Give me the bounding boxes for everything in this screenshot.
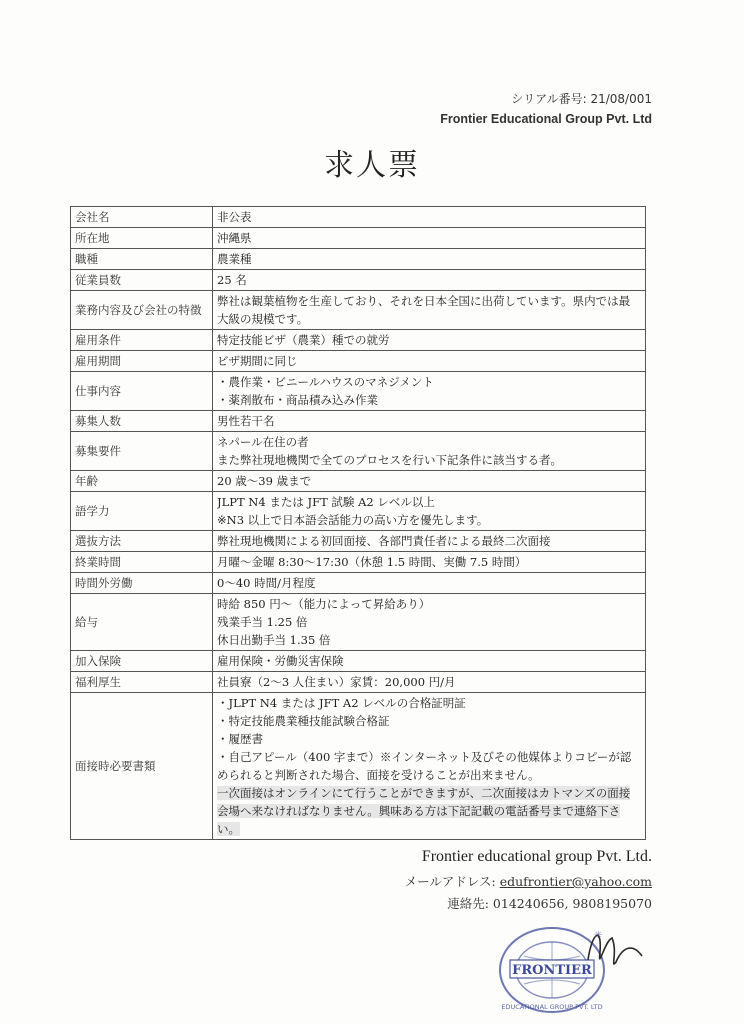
contact-phone: 連絡先: 014240656, 9808195070 [447,896,652,911]
email-link[interactable]: edufrontier@yahoo.com [499,874,652,889]
row-value-line: 雇用保険・労働災害保険 [217,654,344,668]
row-value [213,531,646,552]
company-seal-stamp [492,912,652,1020]
table-row [71,573,646,594]
row-value [213,471,646,492]
table-row [71,651,646,672]
row-value-line: 20 歳～39 歳まで [217,474,312,488]
table-row [71,492,646,531]
row-label: 従業員数 [71,270,213,291]
row-label: 加入保険 [71,651,213,672]
table-row [71,249,646,270]
row-label: 面接時必要書類 [71,693,213,840]
row-value-line: ・薬剤散布・商品積み込み作業 [217,393,378,407]
row-label: 選抜方法 [71,531,213,552]
table-row [71,672,646,693]
row-value-line: 残業手当 1.25 倍 [217,615,308,629]
table-row [71,351,646,372]
table-row [71,291,646,330]
table-row [71,594,646,651]
row-label: 募集要件 [71,432,213,471]
interview-note-text: 一次面接はオンラインにて行うことができますが、二次面接はカトマンズの面接会場へ来なければなりません。興味ある方は下記記載の電話番号まで連絡下さい。 [217,786,631,836]
table-row [71,270,646,291]
row-value-line: 弊社現地機関による初回面接、各部門責任者による最終二次面接 [217,534,551,548]
table-row [71,552,646,573]
row-value [213,594,646,651]
row-label: 給与 [71,594,213,651]
row-value-line: 男性若干名 [217,414,275,428]
interview-note [217,784,641,838]
row-value-line: 月曜～金曜 8:30～17:30（休憩 1.5 時間、実働 7.5 時間） [217,555,527,569]
row-value [213,351,646,372]
row-label: 募集人数 [71,411,213,432]
required-document-item: ・履歴書 [217,732,263,746]
row-value-line: 休日出勤手当 1.35 倍 [217,633,331,647]
row-value [213,693,646,840]
page-title: 求人票 [324,148,420,183]
row-label: 雇用条件 [71,330,213,351]
seal-ring-text: EDUCATIONAL GROUP PVT. LTD [501,1003,603,1011]
row-label: 会社名 [71,207,213,228]
table-row [71,207,646,228]
table-row-documents [71,693,646,840]
row-label: 仕事内容 [71,372,213,411]
row-value-line: また弊社現地機関で全てのプロセスを行い下記条件に該当する者。 [217,453,562,467]
seal-star-icon: ✳ [594,930,603,941]
row-value-line: ※N3 以上で日本語会話能力の高い方を優先します。 [217,513,489,527]
serial-number: シリアル番号: 21/08/001 [511,92,652,106]
row-value-line: 農業種 [217,252,252,266]
row-label: 年齢 [71,471,213,492]
row-value [213,492,646,531]
required-document-item: ・JLPT N4 または JFT A2 レベルの合格証明証 [217,696,466,710]
row-value [213,249,646,270]
row-label: 雇用期間 [71,351,213,372]
row-value [213,372,646,411]
table-row [71,372,646,411]
table-row [71,411,646,432]
row-value [213,270,646,291]
row-label: 業務内容及び会社の特徴 [71,291,213,330]
row-value [213,573,646,594]
table-row [71,471,646,492]
row-value-line: 沖縄県 [217,231,252,245]
row-value-line: 25 名 [217,273,247,287]
row-value [213,228,646,249]
table-row [71,432,646,471]
row-label: 時間外労働 [71,573,213,594]
footer-company-name: Frontier educational group Pvt. Ltd. [421,848,652,865]
seal-text: FRONTIER [512,963,592,978]
row-value-line: ネパール在住の者 [217,435,309,449]
required-document-item: ・自己アピール（400 字まで）※インターネット及びその他媒体よりコピーが認められると判断された場合、面接を受けることが出来ません。 [217,750,632,782]
row-value [213,552,646,573]
row-value-line: ・農作業・ビニールハウスのマネジメント [217,375,434,389]
table-row [71,531,646,552]
row-value-line: 特定技能ビザ（農業）種での就労 [217,333,390,347]
row-value [213,291,646,330]
row-value [213,651,646,672]
row-value-line: 時給 850 円～（能力によって昇給あり） [217,597,431,611]
row-value-line: ビザ期間に同じ [217,354,298,368]
email-label: メールアドレス: [404,874,500,889]
row-value-line: JLPT N4 または JFT 試験 A2 レベル以上 [217,495,435,509]
row-value [213,672,646,693]
row-value [213,330,646,351]
row-value [213,207,646,228]
email-row [405,872,652,890]
row-label: 所在地 [71,228,213,249]
required-document-item: ・特定技能農業種技能試験合格証 [217,714,390,728]
row-value [213,432,646,471]
row-value [213,411,646,432]
row-value-line: 弊社は観葉植物を生産しており、それを日本全国に出荷しています。県内では最大級の規模です。 [217,294,631,326]
table-row [71,228,646,249]
row-value-line: 非公表 [217,210,252,224]
job-details-table [70,206,646,840]
row-value-line: 0～40 時間/月程度 [217,576,316,590]
row-label: 終業時間 [71,552,213,573]
header-company-name: Frontier Educational Group Pvt. Ltd [440,112,652,126]
row-label: 福利厚生 [71,672,213,693]
row-label: 職種 [71,249,213,270]
row-label: 語学力 [71,492,213,531]
row-value-line: 社員寮（2～3 人住まい）家賃：20,000 円/月 [217,675,456,689]
table-row [71,330,646,351]
